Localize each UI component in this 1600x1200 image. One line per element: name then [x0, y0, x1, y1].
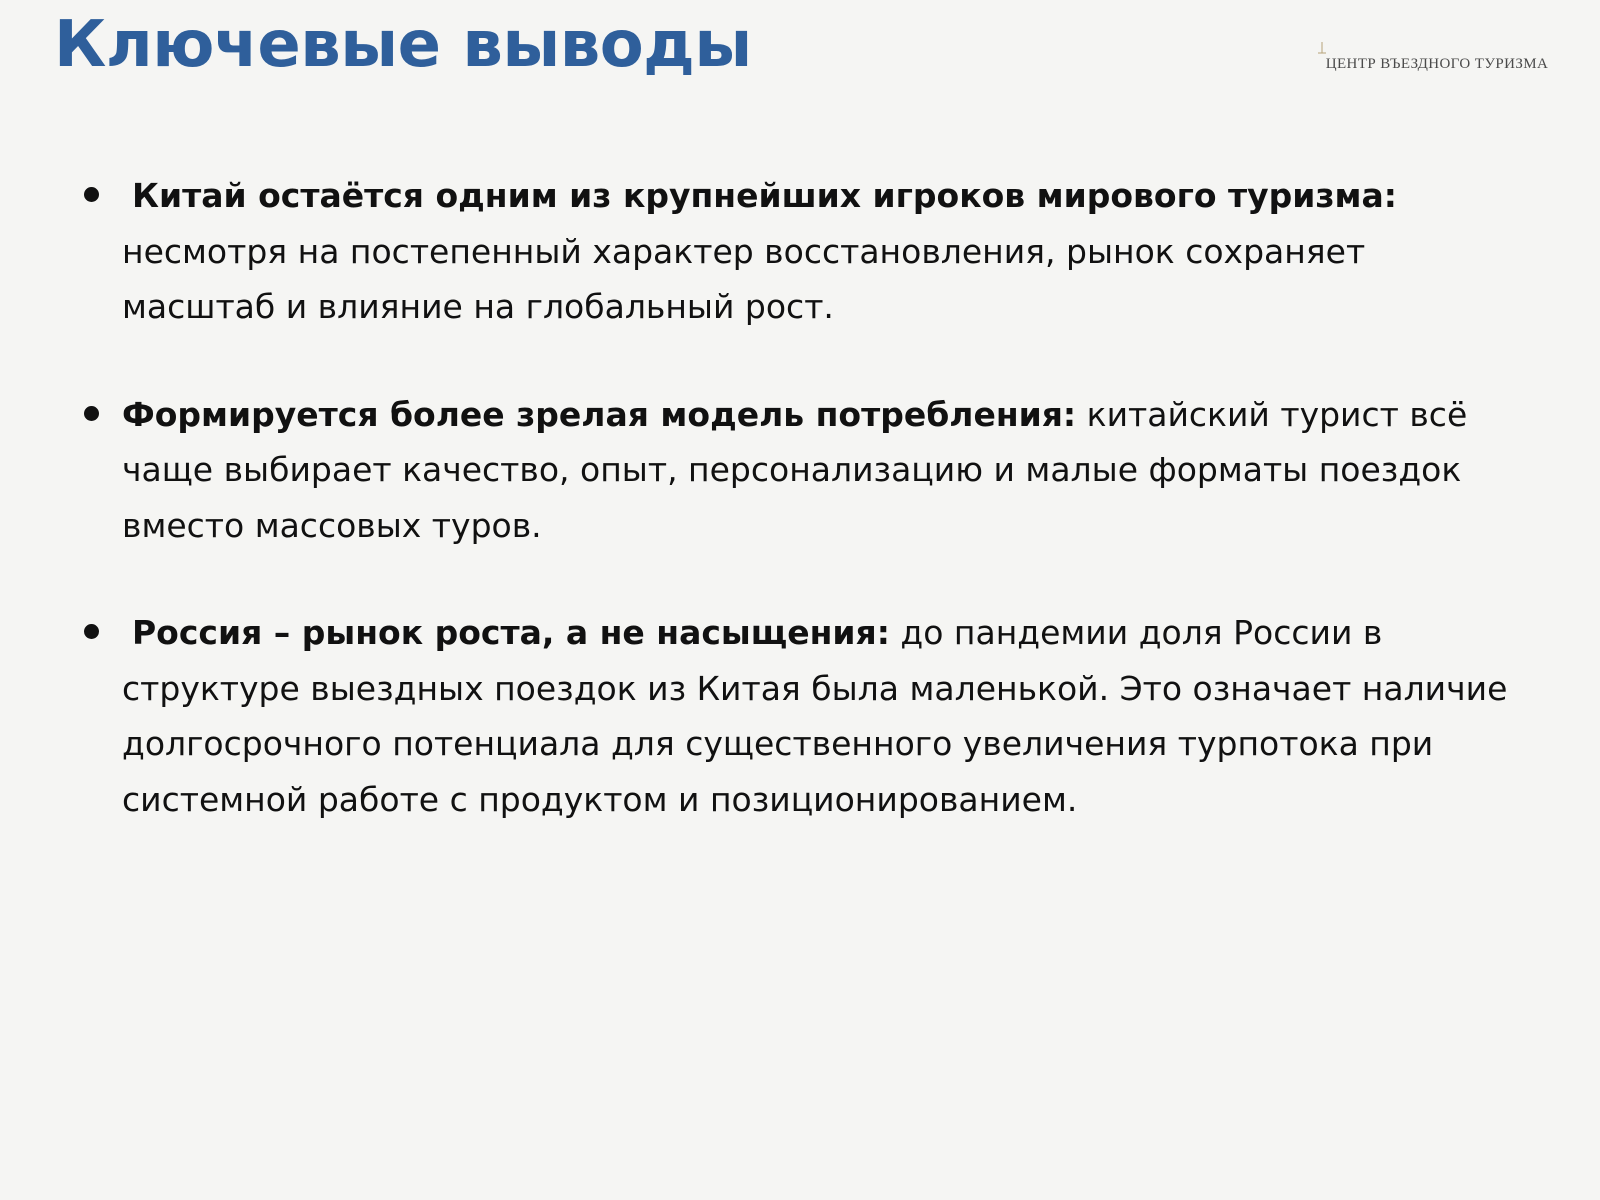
bullet-body: китайский турист всё чаще выбирает качество, опыт, персонализацию и малые форматы поездок вместо массовых туров.: [122, 394, 1468, 545]
list-item: [80, 168, 1520, 335]
bullet-body: до пандемии доля России в структуре выездных поездок из Китая была маленькой. Это означает наличие долгосрочного потенциала для существенного увеличения турпотока при системной работе с продуктом и позиционированием.: [122, 613, 1508, 819]
page-title: Ключевые выводы: [54, 8, 752, 82]
logo-text: ЦЕНТР ВЪЕЗДНОГО ТУРИЗМА: [1325, 56, 1549, 72]
key-findings-list: [80, 168, 1520, 879]
logo-mark-icon: [1312, 40, 1332, 56]
bullet-body: несмотря на постепенный характер восстановления, рынок сохраняет масштаб и влияние на глобальный рост.: [122, 231, 1366, 326]
bullet-icon: [84, 187, 99, 202]
bullet-lead: Россия – рынок роста, а не насыщения:: [132, 613, 890, 652]
logo: [1312, 40, 1562, 73]
bullet-icon: [84, 406, 99, 421]
bullet-lead: Формируется более зрелая модель потребления:: [122, 394, 1077, 434]
list-item: [80, 387, 1520, 554]
bullet-lead: Китай остаётся одним из крупнейших игроков мирового туризма:: [132, 176, 1397, 215]
bullet-icon: [84, 624, 99, 639]
list-item: [80, 605, 1520, 827]
